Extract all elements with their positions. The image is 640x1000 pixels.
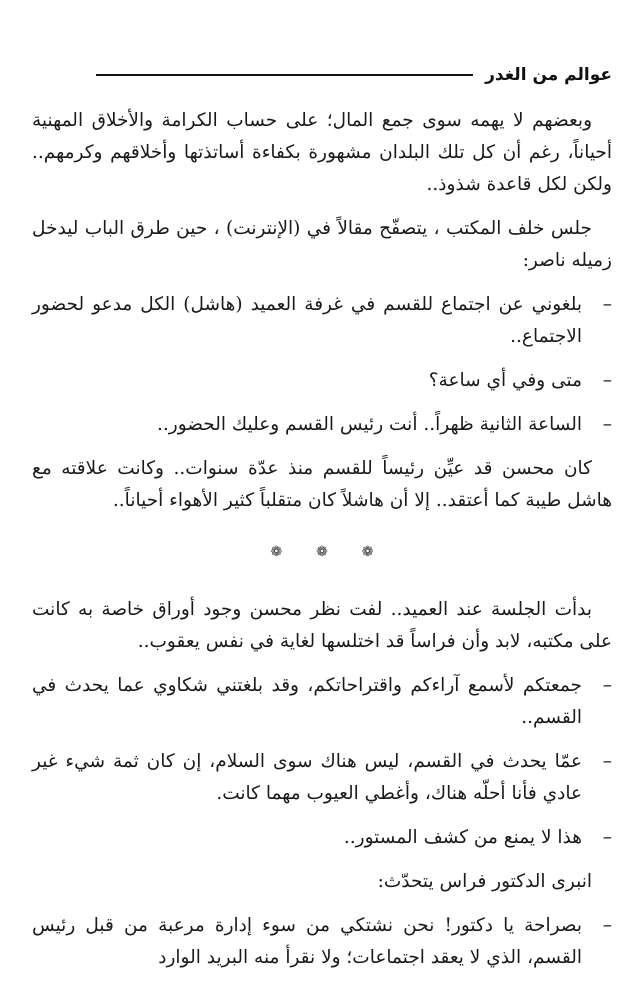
paragraph-2: جلس خلف المكتب ، يتصفّح مقالاً في (الإنترنت) ، حين طرق الباب ليدخل زميله ناصر: <box>32 218 612 271</box>
header-rule <box>96 74 473 76</box>
paragraph-4: بدأت الجلسة عند العميد.. لفت نظر محسن وجود أوراق خاصة به كانت على مكتبه، لابد وأن فراساً قد اختلسها لغاية في نفس يعقوب.. <box>32 599 612 652</box>
dialogue-dash: – <box>602 915 612 936</box>
header-title: عوالم من الغدر <box>485 65 612 85</box>
running-header <box>96 62 612 88</box>
dialogue-dash: – <box>602 294 612 315</box>
paragraph-1: وبعضهم لا يهمه سوى جمع المال؛ على حساب الكرامة والأخلاق المهنية أحياناً، رغم أن كل تلك البلدان مشهورة بكفاءة أساتذتها وأخلاقهم وكرمهم.. ولكن لكل قاعدة شذوذ.. <box>32 110 612 195</box>
dialogue-text: عمّا يحدث في القسم، ليس هناك سوى السلام، إن كان ثمة شيء غير عادي فأنا أحلّه هناك، وأغطي العيوب مهما كانت. <box>32 751 582 804</box>
dialogue-line-7 <box>32 910 612 974</box>
flower-ornament-icon: ❁ <box>361 544 374 560</box>
dialogue-text: بلغوني عن اجتماع للقسم في غرفة العميد (هاشل) الكل مدعو لحضور الاجتماع.. <box>32 294 582 347</box>
dialogue-line-2 <box>32 365 612 397</box>
dialogue-line-6 <box>32 822 612 854</box>
dialogue-dash: – <box>602 675 612 696</box>
dialogue-text: الساعة الثانية ظهراً.. أنت رئيس القسم وعليك الحضور.. <box>157 414 582 435</box>
dialogue-text: بصراحة يا دكتور! نحن نشتكي من سوء إدارة مرعبة من قبل رئيس القسم، الذي لا يعقد اجتماعات؛ ولا نقرأ منه البريد الوارد <box>32 915 582 968</box>
dialogue-dash: – <box>602 370 612 391</box>
dialogue-text: جمعتكم لأسمع آراءكم واقتراحاتكم، وقد بلغتني شكاوي عما يحدث في القسم.. <box>32 675 582 728</box>
dialogue-dash: – <box>602 414 612 435</box>
section-separator <box>32 535 612 568</box>
dialogue-dash: – <box>602 827 612 848</box>
page-body <box>32 105 612 986</box>
dialogue-line-5 <box>32 746 612 810</box>
flower-ornament-icon: ❁ <box>270 544 283 560</box>
paragraph-5: انبرى الدكتور فراس يتحدّث: <box>377 871 592 892</box>
paragraph-3: كان محسن قد عيِّن رئيساً للقسم منذ عدّة سنوات.. وكانت علاقته مع هاشل طيبة كما أعتقد.. إلا أن هاشلاً كان متقلباً كثير الأهواء أحياناً.. <box>32 458 612 511</box>
dialogue-text: هذا لا يمنع من كشف المستور.. <box>343 827 582 848</box>
dialogue-line-4 <box>32 670 612 734</box>
dialogue-line-1 <box>32 289 612 353</box>
flower-ornament-icon: ❁ <box>316 544 328 560</box>
dialogue-text: متى وفي أي ساعة؟ <box>428 370 582 391</box>
dialogue-line-3 <box>32 409 612 441</box>
dialogue-dash: – <box>602 751 612 772</box>
